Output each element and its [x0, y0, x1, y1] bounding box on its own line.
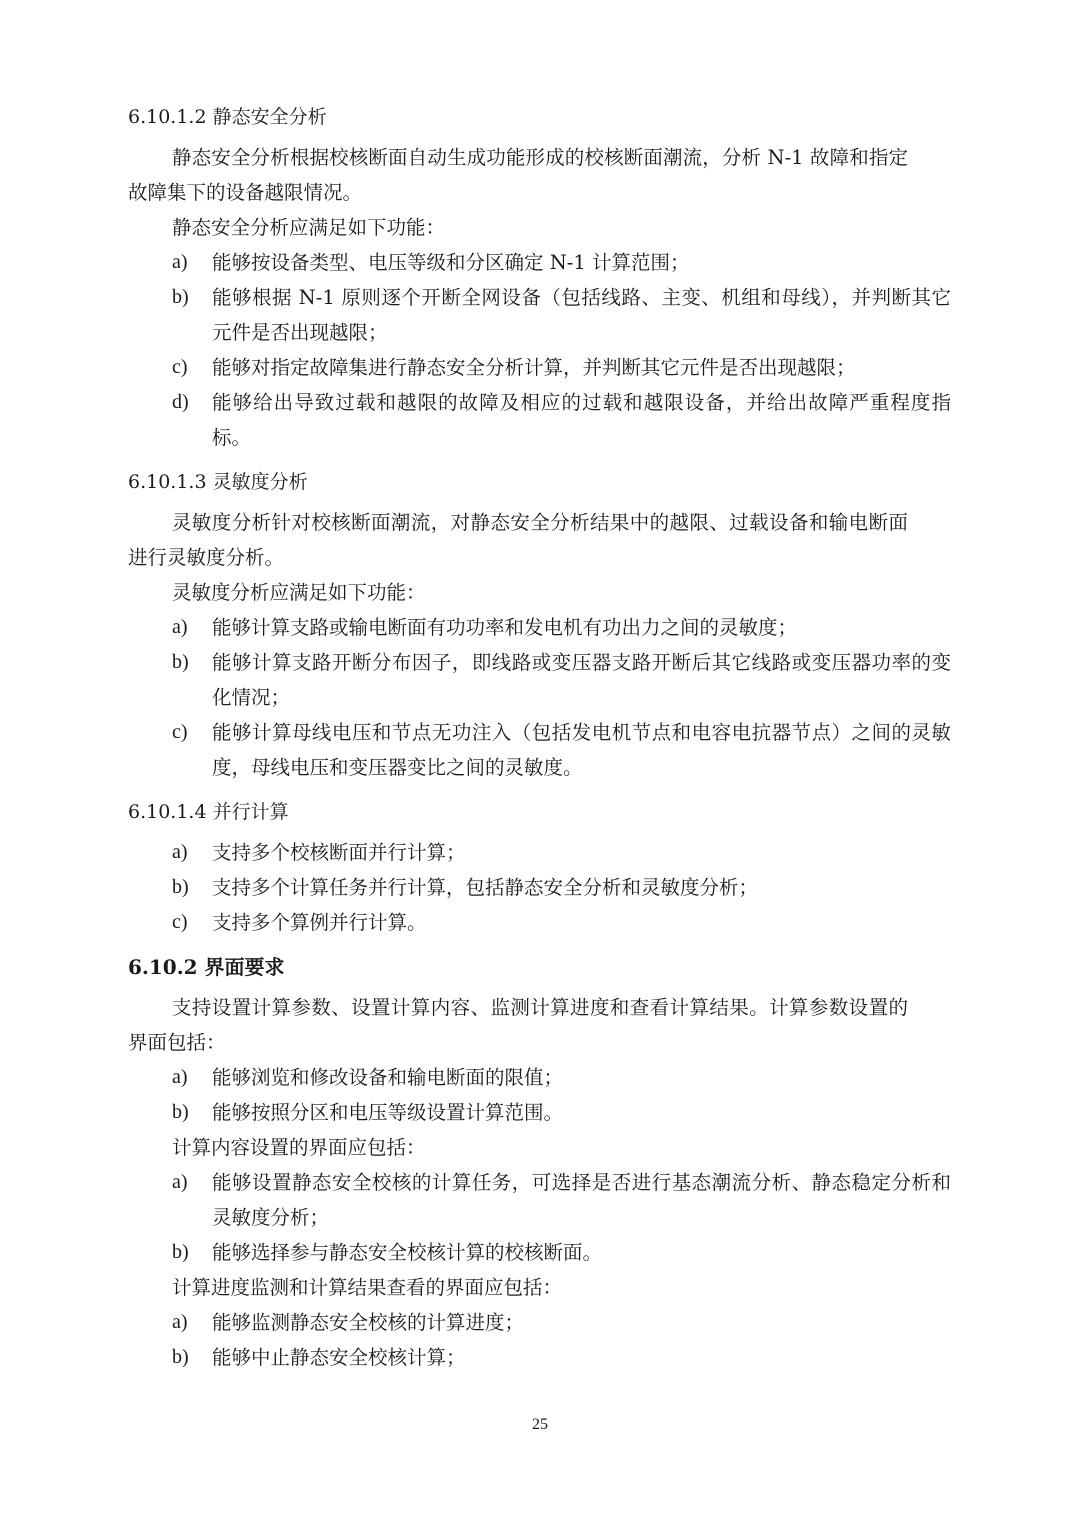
- list-item: [172, 1060, 951, 1095]
- section-heading-sensitivity: 6.10.1.3 灵敏度分析: [128, 471, 308, 493]
- list-item: [172, 645, 951, 715]
- list-item: [172, 1235, 951, 1270]
- list-marker: a): [172, 1311, 188, 1333]
- list-marker: c): [172, 356, 188, 378]
- list-item: [172, 280, 951, 350]
- list-item-text: 能够根据 N-1 原则逐个开断全网设备（包括线路、主变、机组和母线），并判断其它元件是否出现越限；: [212, 286, 951, 344]
- list-item: [172, 1340, 951, 1375]
- list-marker: b): [172, 651, 189, 673]
- list-marker: b): [172, 876, 189, 898]
- list-item-text: 能够设置静态安全校核的计算任务，可选择是否进行基态潮流分析、静态稳定分析和灵敏度分析；: [212, 1171, 951, 1229]
- list-item-text: 能够对指定故障集进行静态安全分析计算，并判断其它元件是否出现越限；: [212, 356, 856, 379]
- paragraph: 支持设置计算参数、设置计算内容、监测计算进度和查看计算结果。计算参数设置的界面包括：: [128, 996, 908, 1054]
- list-item-text: 能够按照分区和电压等级设置计算范围。: [212, 1101, 564, 1124]
- list-marker: b): [172, 1101, 189, 1123]
- list-item-text: 能够按设备类型、电压等级和分区确定 N-1 计算范围；: [212, 251, 690, 274]
- list-item: [172, 1095, 951, 1130]
- list-item-text: 支持多个校核断面并行计算；: [212, 841, 466, 864]
- page-number: 25: [532, 1416, 548, 1433]
- list-item-text: 能够计算母线电压和节点无功注入（包括发电机节点和电容电抗器节点）之间的灵敏度，母线电压和变压器变比之间的灵敏度。: [212, 721, 951, 779]
- list-marker: d): [172, 391, 189, 413]
- list-item-text: 支持多个算例并行计算。: [212, 911, 427, 934]
- list-item: [172, 245, 951, 280]
- list-item-text: 能够给出导致过载和越限的故障及相应的过载和越限设备，并给出故障严重程度指标。: [212, 391, 951, 449]
- list-marker: b): [172, 286, 189, 308]
- list-item-text: 能够选择参与静态安全校核计算的校核断面。: [212, 1241, 603, 1264]
- paragraph: 静态安全分析应满足如下功能：: [172, 216, 446, 239]
- section-heading-parallel: 6.10.1.4 并行计算: [128, 801, 289, 823]
- paragraph: 计算进度监测和计算结果查看的界面应包括：: [172, 1276, 563, 1299]
- list-marker: a): [172, 1066, 188, 1088]
- list-item: [172, 385, 951, 455]
- paragraph: 灵敏度分析针对校核断面潮流，对静态安全分析结果中的越限、过载设备和输电断面进行灵敏度分析。: [128, 511, 908, 569]
- list-item-text: 能够监测静态安全校核的计算进度；: [212, 1311, 525, 1334]
- list-marker: a): [172, 251, 188, 273]
- list-item-text: 支持多个计算任务并行计算，包括静态安全分析和灵敏度分析；: [212, 876, 759, 899]
- list-item-text: 能够计算支路或输电断面有功功率和发电机有功出力之间的灵敏度；: [212, 616, 798, 639]
- list-marker: b): [172, 1346, 189, 1368]
- paragraph: 灵敏度分析应满足如下功能：: [172, 581, 426, 604]
- list-item-text: 能够计算支路开断分布因子，即线路或变压器支路开断后其它线路或变压器功率的变化情况；: [212, 651, 951, 709]
- list-item: [172, 905, 951, 940]
- list-item: [172, 835, 951, 870]
- list-item: [172, 610, 951, 645]
- list-item-text: 能够浏览和修改设备和输电断面的限值；: [212, 1066, 564, 1089]
- list-item: [172, 870, 951, 905]
- list-marker: a): [172, 841, 188, 863]
- section-heading-ui-requirements: 6.10.2 界面要求: [128, 955, 285, 979]
- list-marker: a): [172, 616, 188, 638]
- page-content: [0, 100, 1080, 1375]
- list-marker: c): [172, 911, 188, 933]
- list-item-text: 能够中止静态安全校核计算；: [212, 1346, 466, 1369]
- list-marker: b): [172, 1241, 189, 1263]
- list-marker: a): [172, 1171, 188, 1193]
- list-item: [172, 1305, 951, 1340]
- section-heading-static-security: 6.10.1.2 静态安全分析: [128, 106, 327, 128]
- paragraph: 静态安全分析根据校核断面自动生成功能形成的校核断面潮流，分析 N-1 故障和指定故障集下的设备越限情况。: [128, 146, 908, 204]
- list-item: [172, 1165, 951, 1235]
- list-marker: c): [172, 721, 188, 743]
- paragraph: 计算内容设置的界面应包括：: [172, 1136, 426, 1159]
- list-item: [172, 715, 951, 785]
- list-item: [172, 350, 951, 385]
